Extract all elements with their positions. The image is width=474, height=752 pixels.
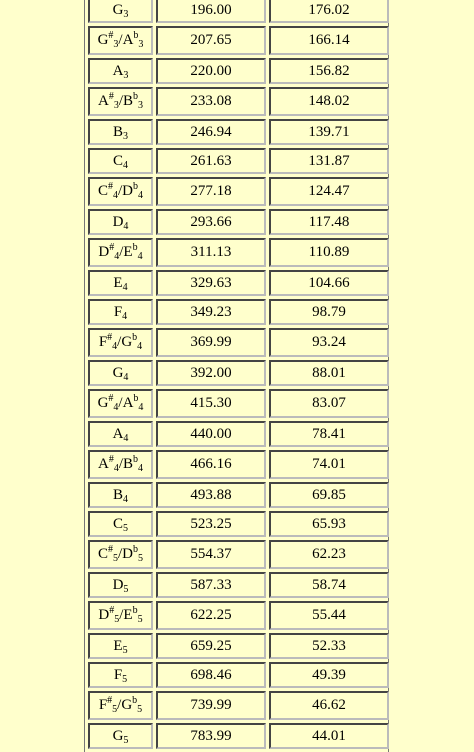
wavelength-cell: 176.02 [269, 0, 389, 23]
note-name-cell [88, 0, 153, 23]
table-row [88, 572, 389, 598]
enharmonic-separator: / [117, 334, 122, 350]
note-letter: E [123, 244, 133, 260]
octave-number: 3 [123, 130, 128, 142]
frequency-cell: 415.30 [156, 389, 266, 418]
sharp-sign: # [108, 91, 114, 102]
note-letter: A [122, 395, 134, 411]
note-name-cell [88, 299, 153, 325]
sharp-sign: # [108, 30, 114, 41]
note-name-cell [88, 177, 153, 206]
flat-sign: b [132, 695, 138, 706]
octave-number: 4 [138, 463, 144, 474]
octave-number: 3 [123, 69, 129, 81]
octave-number: 5 [122, 644, 128, 656]
table-row [88, 540, 389, 569]
flat-sign: b [133, 393, 139, 404]
note-name-cell [88, 540, 153, 569]
frequency-cell: 311.13 [156, 238, 266, 267]
sharp-sign: # [108, 544, 113, 555]
note-letter: C [112, 515, 123, 532]
octave-number: 5 [123, 522, 128, 534]
octave-number: 5 [122, 673, 128, 685]
wavelength-cell: 46.62 [269, 691, 389, 720]
wavelength-cell: 49.39 [269, 662, 389, 688]
table-row [88, 511, 389, 537]
note-letter: G [112, 727, 124, 744]
table-row [88, 238, 389, 267]
note-letter: A [122, 32, 134, 48]
table-row [88, 601, 389, 630]
sharp-sign: # [108, 393, 114, 404]
note-name-cell [88, 328, 153, 357]
note-name-cell [88, 450, 153, 479]
note-letter: G [121, 697, 133, 713]
note-letter: F [98, 697, 108, 713]
flat-sign: b [132, 332, 138, 343]
note-letter: D [98, 244, 110, 260]
octave-number: 4 [113, 402, 119, 413]
frequency-cell: 783.99 [156, 723, 266, 749]
enharmonic-separator: / [118, 183, 123, 199]
flat-sign: b [133, 181, 139, 192]
note-letter: A [112, 425, 124, 442]
table-row [88, 421, 389, 447]
note-letter: C [97, 183, 108, 199]
table-row [88, 26, 389, 55]
note-name-cell [88, 723, 153, 749]
octave-number: 3 [113, 100, 119, 111]
wavelength-cell: 117.48 [269, 209, 389, 235]
note-name-cell [88, 572, 153, 598]
wavelength-cell: 139.71 [269, 119, 389, 145]
wavelength-cell: 104.66 [269, 270, 389, 296]
octave-number: 4 [114, 251, 120, 262]
frequency-cell: 349.23 [156, 299, 266, 325]
wavelength-cell: 131.87 [269, 148, 389, 174]
table-row [88, 450, 389, 479]
wavelength-cell: 88.01 [269, 360, 389, 386]
wavelength-cell: 58.74 [269, 572, 389, 598]
frequency-cell: 246.94 [156, 119, 266, 145]
table-row [88, 360, 389, 386]
note-letter: G [112, 1, 124, 18]
enharmonic-separator: / [118, 395, 123, 411]
octave-number: 3 [123, 8, 129, 20]
enharmonic-separator: / [119, 607, 124, 623]
wavelength-cell: 44.01 [269, 723, 389, 749]
wavelength-cell: 166.14 [269, 26, 389, 55]
octave-number: 4 [113, 190, 118, 201]
octave-number: 3 [138, 100, 144, 111]
table-row [88, 482, 389, 508]
frequency-cell: 587.33 [156, 572, 266, 598]
frequency-cell: 277.18 [156, 177, 266, 206]
flat-sign: b [132, 242, 138, 253]
octave-number: 4 [123, 432, 129, 444]
frequency-cell: 523.25 [156, 511, 266, 537]
frequency-cell: 440.00 [156, 421, 266, 447]
note-name-cell [88, 691, 153, 720]
octave-number: 4 [137, 341, 143, 352]
frequency-cell: 369.99 [156, 328, 266, 357]
octave-number: 5 [137, 704, 143, 715]
note-letter: B [123, 93, 134, 109]
note-name-cell [88, 389, 153, 418]
octave-number: 5 [123, 734, 129, 746]
frequency-cell: 329.63 [156, 270, 266, 296]
octave-number: 4 [123, 493, 128, 505]
frequency-cell: 392.00 [156, 360, 266, 386]
note-letter: G [97, 395, 109, 411]
enharmonic-separator: / [117, 697, 122, 713]
table-row [88, 270, 389, 296]
note-name-cell [88, 87, 153, 116]
note-name-cell [88, 633, 153, 659]
enharmonic-separator: / [119, 244, 124, 260]
table-row [88, 0, 389, 23]
table-row [88, 299, 389, 325]
table-row [88, 177, 389, 206]
octave-number: 4 [123, 371, 129, 383]
wavelength-cell: 78.41 [269, 421, 389, 447]
note-letter: E [113, 274, 123, 291]
note-letter: F [113, 666, 123, 683]
flat-sign: b [132, 605, 138, 616]
note-name-cell [88, 58, 153, 84]
note-name-cell [88, 421, 153, 447]
flat-sign: b [133, 30, 139, 41]
octave-number: 5 [137, 614, 143, 625]
wavelength-cell: 55.44 [269, 601, 389, 630]
note-frequency-table [85, 0, 392, 752]
table-row [88, 119, 389, 145]
flat-sign: b [133, 454, 139, 465]
sharp-sign: # [107, 332, 113, 343]
wavelength-cell: 69.85 [269, 482, 389, 508]
octave-number: 4 [138, 402, 144, 413]
octave-number: 5 [138, 553, 144, 564]
table-row [88, 148, 389, 174]
octave-number: 5 [123, 583, 129, 595]
note-name-cell [88, 209, 153, 235]
table-row [88, 87, 389, 116]
octave-number: 4 [123, 159, 128, 171]
note-letter: F [113, 303, 123, 320]
wavelength-cell: 124.47 [269, 177, 389, 206]
note-letter: A [97, 456, 109, 472]
note-letter: A [112, 62, 124, 79]
octave-number: 3 [138, 39, 144, 50]
frequency-cell: 493.88 [156, 482, 266, 508]
sharp-sign: # [109, 242, 115, 253]
frequency-cell: 261.63 [156, 148, 266, 174]
note-letter: E [113, 637, 123, 654]
octave-number: 4 [137, 251, 143, 262]
frequency-cell: 293.66 [156, 209, 266, 235]
wavelength-cell: 148.02 [269, 87, 389, 116]
sharp-sign: # [108, 454, 114, 465]
note-name-cell [88, 148, 153, 174]
table-row [88, 58, 389, 84]
flat-sign: b [133, 91, 139, 102]
wavelength-cell: 156.82 [269, 58, 389, 84]
wavelength-cell: 52.33 [269, 633, 389, 659]
table-row [88, 633, 389, 659]
note-letter: C [112, 152, 123, 169]
frequency-cell: 698.46 [156, 662, 266, 688]
flat-sign: b [133, 544, 139, 555]
frequency-cell: 622.25 [156, 601, 266, 630]
octave-number: 4 [122, 310, 128, 322]
octave-number: 4 [122, 281, 128, 293]
sharp-sign: # [109, 605, 115, 616]
note-letter: G [112, 364, 124, 381]
note-frequency-table-container [84, 0, 389, 752]
note-letter: B [112, 123, 123, 140]
frequency-cell: 207.65 [156, 26, 266, 55]
note-letter: D [112, 576, 124, 593]
table-row [88, 662, 389, 688]
frequency-cell: 554.37 [156, 540, 266, 569]
note-name-cell [88, 511, 153, 537]
note-letter: G [121, 334, 133, 350]
table-body [88, 0, 389, 749]
frequency-cell: 233.08 [156, 87, 266, 116]
frequency-cell: 220.00 [156, 58, 266, 84]
frequency-cell: 196.00 [156, 0, 266, 23]
sharp-sign: # [108, 181, 113, 192]
table-row [88, 209, 389, 235]
enharmonic-separator: / [118, 93, 123, 109]
note-name-cell [88, 238, 153, 267]
octave-number: 4 [113, 463, 119, 474]
note-letter: C [97, 546, 108, 562]
table-row [88, 389, 389, 418]
note-name-cell [88, 270, 153, 296]
note-name-cell [88, 601, 153, 630]
wavelength-cell: 62.23 [269, 540, 389, 569]
wavelength-cell: 98.79 [269, 299, 389, 325]
note-name-cell [88, 482, 153, 508]
note-letter: B [123, 456, 134, 472]
note-name-cell [88, 26, 153, 55]
note-letter: E [123, 607, 133, 623]
note-name-cell [88, 662, 153, 688]
note-name-cell [88, 119, 153, 145]
wavelength-cell: 93.24 [269, 328, 389, 357]
table-row [88, 691, 389, 720]
wavelength-cell: 83.07 [269, 389, 389, 418]
enharmonic-separator: / [118, 456, 123, 472]
octave-number: 3 [113, 39, 119, 50]
frequency-cell: 739.99 [156, 691, 266, 720]
note-letter: B [112, 486, 123, 503]
octave-number: 5 [114, 614, 120, 625]
note-letter: D [98, 607, 110, 623]
sharp-sign: # [107, 695, 113, 706]
enharmonic-separator: / [118, 546, 123, 562]
wavelength-cell: 65.93 [269, 511, 389, 537]
note-letter: D [112, 213, 124, 230]
octave-number: 4 [112, 341, 118, 352]
octave-number: 4 [123, 220, 129, 232]
note-name-cell [88, 360, 153, 386]
frequency-cell: 659.25 [156, 633, 266, 659]
table-row [88, 723, 389, 749]
table-row [88, 328, 389, 357]
enharmonic-separator: / [118, 32, 123, 48]
octave-number: 4 [138, 190, 144, 201]
note-letter: F [98, 334, 108, 350]
wavelength-cell: 110.89 [269, 238, 389, 267]
note-letter: G [97, 32, 109, 48]
octave-number: 5 [112, 704, 118, 715]
frequency-cell: 466.16 [156, 450, 266, 479]
note-letter: A [97, 93, 109, 109]
octave-number: 5 [113, 553, 118, 564]
wavelength-cell: 74.01 [269, 450, 389, 479]
note-letter: D [122, 546, 134, 562]
note-letter: D [122, 183, 134, 199]
